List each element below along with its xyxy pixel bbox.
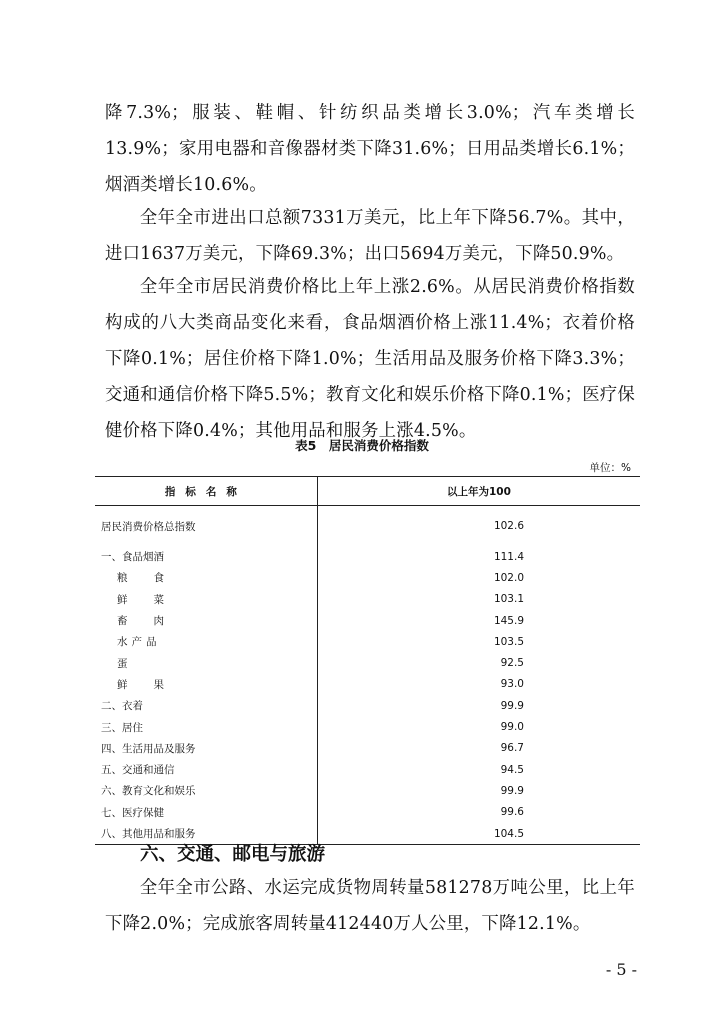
header-index-value: 以上年为100 [317,477,640,506]
row-name: 七、医疗保健 [95,802,317,823]
paragraph-import-export: 全年全市进出口总额7331万美元，比上年下降56.7%。其中，进口1637万美元，下降69.3%；出口5694万美元，下降50.9%。 [105,208,635,264]
paragraph-consumer-prices: 全年全市居民消费价格比上年上涨2.6%。从居民消费价格指数构成的八大类商品变化来看，食品烟酒价格上涨11.4%；衣着价格下降0.1%；居住价格下降1.0%；生活用品及服务价格下降3.3%；交通和通信价格下降5.5%；教育文化和娱乐价格下降0.1%；医疗保健价格下降0.4%；其他用品和服务上涨4.5%。 [105,277,635,441]
table-row [95,738,640,759]
row-value: 94.5 [500,763,524,776]
table-row [95,802,640,823]
table-row [95,716,640,737]
paragraph-retail-categories: 降7.3%；服装、鞋帽、针纺织品类增长3.0%；汽车类增长13.9%；家用电器和音像器材类下降31.6%；日用品类增长6.1%；烟酒类增长10.6%。 [105,103,635,195]
row-name: 鲜果 [117,678,190,691]
section-heading: 六、交通、邮电与旅游 [140,844,326,865]
row-value: 104.5 [317,823,640,845]
row-name: 一、食品烟酒 [95,546,317,567]
row-value: 145.9 [493,614,524,627]
row-name: 粮食 [117,572,190,585]
paragraph-transport: 全年全市公路、水运完成货物周转量581278万吨公里，比上年下降2.0%；完成旅客周转量412440万人公里，下降12.1%。 [105,878,635,934]
row-name: 五、交通和通信 [95,759,317,780]
row-value: 99.9 [500,784,524,797]
row-value: 102.0 [493,571,524,584]
row-value: 96.7 [500,742,524,755]
table-row [95,546,640,567]
table-row [95,589,640,610]
page-number: - 5 - [605,960,637,979]
row-value: 103.1 [493,593,524,606]
row-value: 99.0 [500,721,524,734]
table-row [95,610,640,631]
row-name: 二、衣着 [95,695,317,716]
table-row [95,652,640,673]
row-value: 93.0 [500,678,524,691]
table-row [95,567,640,588]
table-row [95,759,640,780]
cpi-table [95,476,640,845]
row-name: 八、其他用品和服务 [95,823,317,845]
table-row [95,631,640,652]
table-row [95,695,640,716]
table-row [95,780,640,801]
row-value: 111.4 [493,550,524,563]
row-name: 三、居住 [95,716,317,737]
row-name: 居民消费价格总指数 [95,506,317,547]
table-row [95,506,640,547]
header-indicator-name: 指标名称 [95,477,317,506]
row-name: 四、生活用品及服务 [95,738,317,759]
row-name: 水产品 [117,636,161,649]
row-value: 99.6 [500,806,524,819]
row-name: 畜肉 [117,615,190,628]
row-value: 99.9 [500,699,524,712]
table-header-row [95,477,640,506]
table-title: 表5 居民消费价格指数 [295,438,429,453]
row-name: 鲜菜 [117,593,190,606]
row-name: 蛋 [95,652,317,673]
row-name: 六、教育文化和娱乐 [95,780,317,801]
row-value: 103.5 [493,635,524,648]
row-value: 92.5 [500,657,524,670]
row-value: 102.6 [493,520,524,532]
table-unit: 单位：% [589,462,631,474]
table-row [95,674,640,695]
